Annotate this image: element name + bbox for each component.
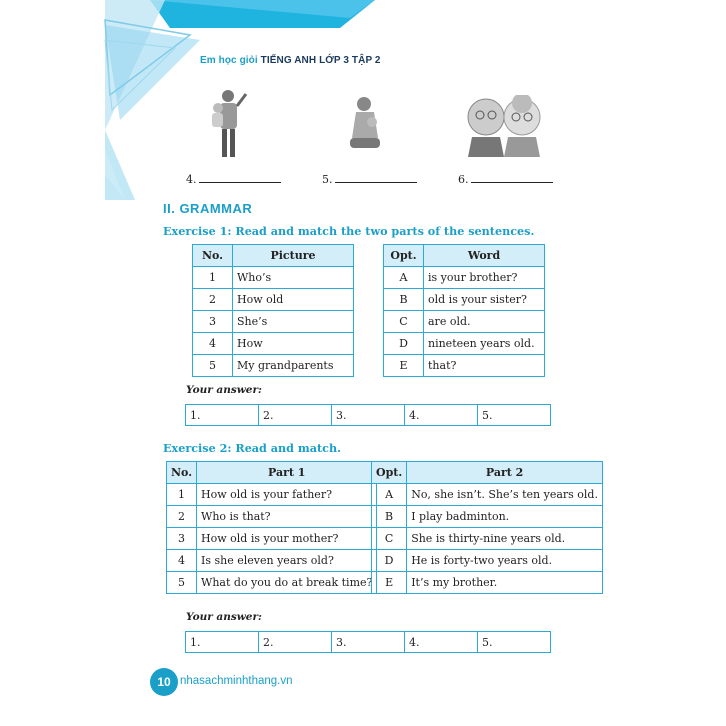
row-text: that? (424, 355, 545, 377)
row-text: She is thirty-nine years old. (407, 528, 603, 550)
father-and-child-illustration (206, 86, 256, 161)
table-row (167, 572, 377, 594)
exercise-1-answer-label: Your answer: (186, 384, 262, 396)
col-header-part-1: Part 1 (197, 462, 377, 484)
table-row (193, 333, 354, 355)
answer-cell-2[interactable]: 2. (259, 632, 332, 652)
answer-line[interactable] (335, 172, 417, 183)
table-row (384, 267, 545, 289)
row-no: 5 (193, 355, 233, 377)
row-text: It’s my brother. (407, 572, 603, 594)
row-text: My grandparents (233, 355, 354, 377)
series-prefix: Em học giỏi (200, 55, 261, 66)
col-header-word: Word (424, 245, 545, 267)
row-text: is your brother? (424, 267, 545, 289)
answer-cell-3[interactable]: 3. (332, 632, 405, 652)
girl-illustration (346, 94, 386, 156)
row-text: What do you do at break time? (197, 572, 377, 594)
series-highlight: TIẾNG ANH (260, 55, 317, 66)
table-row (384, 311, 545, 333)
answer-line[interactable] (471, 172, 553, 183)
row-text: He is forty-two years old. (407, 550, 603, 572)
exercise-2-right-table (371, 461, 603, 594)
blank-number: 5. (322, 173, 333, 186)
col-header-no: No. (193, 245, 233, 267)
table-row (384, 289, 545, 311)
table-row (372, 550, 603, 572)
blank-number: 4. (186, 173, 197, 186)
answer-line[interactable] (199, 172, 281, 183)
table-row (384, 333, 545, 355)
row-text: How old is your father? (197, 484, 377, 506)
row-text: How old (233, 289, 354, 311)
table-row (372, 528, 603, 550)
series-suffix: LỚP 3 TẬP 2 (316, 55, 381, 66)
row-opt: A (372, 484, 407, 506)
row-text: She’s (233, 311, 354, 333)
row-no: 2 (193, 289, 233, 311)
answer-cell-4[interactable]: 4. (405, 405, 478, 425)
col-header-opt: Opt. (384, 245, 424, 267)
row-opt: C (384, 311, 424, 333)
table-row (167, 550, 377, 572)
answer-cell-5[interactable]: 5. (482, 636, 493, 649)
exercise-1-answer-box (185, 404, 551, 426)
row-no: 3 (193, 311, 233, 333)
row-no: 1 (193, 267, 233, 289)
footer-url[interactable]: nhasachminhthang.vn (180, 675, 293, 687)
row-text: How (233, 333, 354, 355)
col-header-picture: Picture (233, 245, 354, 267)
exercise-2-answer-box (185, 631, 551, 653)
blank-answer-6 (458, 172, 553, 186)
table-row (372, 572, 603, 594)
blank-answer-5 (322, 172, 417, 186)
exercise-1-title: Exercise 1: Read and match the two parts of the sentences. (163, 224, 535, 238)
row-text: Who is that? (197, 506, 377, 528)
blank-answer-4 (186, 172, 281, 186)
exercise-2-left-table (166, 461, 377, 594)
answer-cell-3[interactable]: 3. (332, 405, 405, 425)
row-no: 4 (193, 333, 233, 355)
series-title (200, 55, 381, 66)
row-opt: B (372, 506, 407, 528)
table-row (384, 355, 545, 377)
row-text: Is she eleven years old? (197, 550, 377, 572)
grandparents-illustration (458, 95, 550, 157)
answer-cell-1[interactable]: 1. (186, 632, 259, 652)
blank-number: 6. (458, 173, 469, 186)
row-text: old is your sister? (424, 289, 545, 311)
table-row (167, 506, 377, 528)
col-header-opt: Opt. (372, 462, 407, 484)
row-text: are old. (424, 311, 545, 333)
table-row (167, 528, 377, 550)
exercise-1-right-table (383, 244, 545, 377)
row-opt: B (384, 289, 424, 311)
exercise-1-left-table (192, 244, 354, 377)
exercise-2-title: Exercise 2: Read and match. (163, 441, 341, 455)
table-row (193, 311, 354, 333)
row-opt: E (384, 355, 424, 377)
row-no: 1 (167, 484, 197, 506)
table-row (193, 355, 354, 377)
row-no: 3 (167, 528, 197, 550)
row-opt: D (384, 333, 424, 355)
table-row (193, 289, 354, 311)
col-header-no: No. (167, 462, 197, 484)
row-no: 5 (167, 572, 197, 594)
section-title: II. GRAMMAR (163, 201, 253, 216)
row-opt: C (372, 528, 407, 550)
row-text: I play badminton. (407, 506, 603, 528)
table-row (372, 484, 603, 506)
row-opt: D (372, 550, 407, 572)
row-opt: A (384, 267, 424, 289)
row-text: nineteen years old. (424, 333, 545, 355)
row-no: 2 (167, 506, 197, 528)
row-text: Who’s (233, 267, 354, 289)
row-text: How old is your mother? (197, 528, 377, 550)
answer-cell-4[interactable]: 4. (405, 632, 478, 652)
page-number: 10 (150, 668, 178, 696)
answer-cell-2[interactable]: 2. (259, 405, 332, 425)
row-no: 4 (167, 550, 197, 572)
table-row (167, 484, 377, 506)
row-text: No, she isn’t. She’s ten years old. (407, 484, 603, 506)
answer-cell-5[interactable]: 5. (482, 409, 493, 422)
table-row (372, 506, 603, 528)
row-opt: E (372, 572, 407, 594)
answer-cell-1[interactable]: 1. (186, 405, 259, 425)
exercise-2-answer-label: Your answer: (186, 611, 262, 623)
table-row (193, 267, 354, 289)
col-header-part-2: Part 2 (407, 462, 603, 484)
